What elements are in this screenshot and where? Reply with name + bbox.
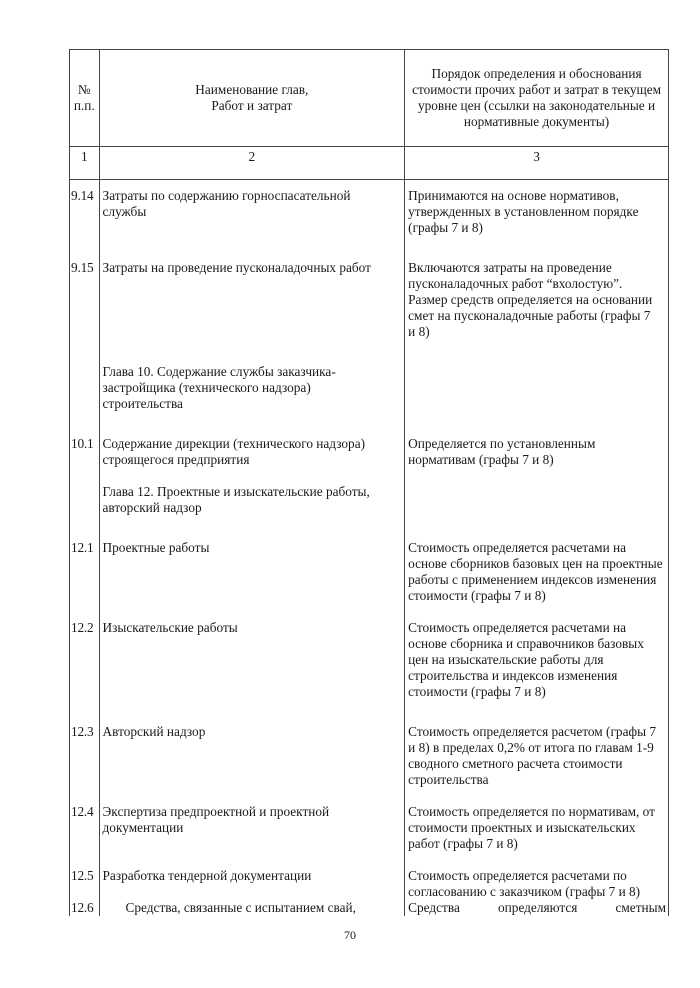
header-name: Наименование глав, Работ и затрат (99, 50, 405, 147)
column-number-1: 1 (70, 147, 100, 180)
row-num: 12.2 (70, 604, 100, 700)
row-num (70, 340, 100, 412)
chapter-heading: Глава 10. Содержание службы заказчика-застройщика (технического надзора) строительства (99, 340, 405, 412)
column-number-3: 3 (405, 147, 669, 180)
row-desc: Определяется по установленным нормативам (графы 7 и 8) (405, 412, 669, 468)
row-desc: Стоимость определяется расчетами на основе сборника и справочников базовых цен на изыскательские работы для строительства и индексов изменения стоимости (графы 7 и 8) (405, 604, 669, 700)
row-name: Разработка тендерной документации (99, 852, 405, 900)
row-name: Затраты на проведение пусконаладочных работ (99, 236, 405, 340)
row-desc: Средства определяются сметным (405, 900, 669, 916)
row-num: 12.3 (70, 700, 100, 788)
table-row (70, 900, 669, 916)
table-row (70, 412, 669, 468)
row-desc: Стоимость определяется расчетами на основе сборников базовых цен на проектные работы с применением индексов изменения стоимости (графы 7 и 8) (405, 516, 669, 604)
row-desc: Включаются затраты на проведение пусконаладочных работ “вхолостую”. Размер средств определяется на основании смет на пусконаладочные работы (графы 7 и 8) (405, 236, 669, 340)
chapter-heading-row (70, 468, 669, 516)
row-name: Средства, связанные с испытанием свай, (99, 900, 405, 916)
table-row (70, 788, 669, 852)
row-num: 10.1 (70, 412, 100, 468)
row-num: 12.6 (70, 900, 100, 916)
table-row (70, 516, 669, 604)
row-num: 9.14 (70, 180, 100, 237)
row-desc: Стоимость определяется расчетом (графы 7 и 8) в пределах 0,2% от итога по главам 1-9 сводного сметного расчета стоимости строительства (405, 700, 669, 788)
row-num (70, 468, 100, 516)
row-desc: Стоимость определяется по нормативам, от стоимости проектных и изыскательских работ (графы 7 и 8) (405, 788, 669, 852)
row-num: 9.15 (70, 236, 100, 340)
column-number-2: 2 (99, 147, 405, 180)
row-desc: Стоимость определяется расчетами по согласованию с заказчиком (графы 7 и 8) (405, 852, 669, 900)
chapter-heading: Глава 12. Проектные и изыскательские работы, авторский надзор (99, 468, 405, 516)
row-desc (405, 340, 669, 412)
row-desc (405, 468, 669, 516)
row-name: Авторский надзор (99, 700, 405, 788)
row-name: Содержание дирекции (технического надзора) строящегося предприятия (99, 412, 405, 468)
table-row (70, 700, 669, 788)
column-number-row (70, 147, 669, 180)
cost-table (69, 49, 669, 916)
row-desc: Принимаются на основе нормативов, утвержденных в установленном порядке (графы 7 и 8) (405, 180, 669, 237)
header-desc: Порядок определения и обоснования стоимости прочих работ и затрат в текущем уровне цен (ссылки на законодательные и нормативные документы) (405, 50, 669, 147)
row-name: Изыскательские работы (99, 604, 405, 700)
table-row (70, 180, 669, 237)
header-num: № п.п. (70, 50, 100, 147)
table-row (70, 852, 669, 900)
table-row (70, 604, 669, 700)
row-name: Проектные работы (99, 516, 405, 604)
row-num: 12.1 (70, 516, 100, 604)
table-row (70, 236, 669, 340)
table-header-row (70, 50, 669, 147)
row-num: 12.5 (70, 852, 100, 900)
row-name: Экспертиза предпроектной и проектной документации (99, 788, 405, 852)
row-name: Затраты по содержанию горноспасательной службы (99, 180, 405, 237)
page-number: 70 (344, 928, 356, 942)
row-num: 12.4 (70, 788, 100, 852)
chapter-heading-row (70, 340, 669, 412)
